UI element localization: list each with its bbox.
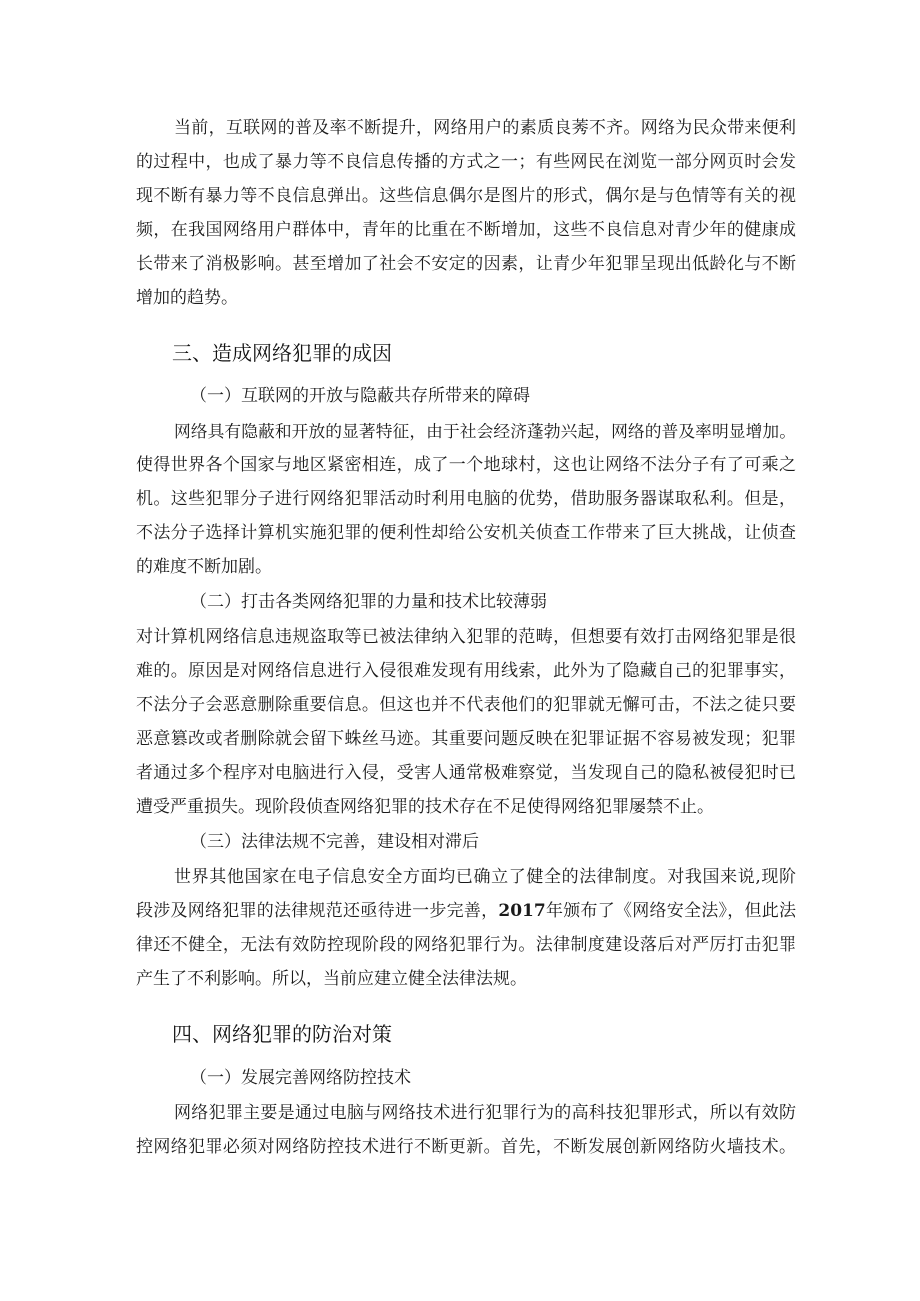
paragraph-text: 段涉及网络犯罪的法律规范还亟待进一步完善， xyxy=(136,901,499,921)
paragraph-line: 的难度不断加剧。 xyxy=(136,557,272,577)
paragraph-line xyxy=(136,901,796,921)
section-heading: 四、网络犯罪的防治对策 xyxy=(172,1022,392,1046)
paragraph-text: 年颁布了《网络安全法》，但此法 xyxy=(545,901,797,921)
paragraph-line: 网络犯罪主要是通过电脑与网络技术进行犯罪行为的高科技犯罪形式，所以有效防 xyxy=(174,1103,796,1123)
paragraph-line: 难的。原因是对网络信息进行入侵很难发现有用线索，此外为了隐藏自己的犯罪事实， xyxy=(136,661,796,681)
paragraph-line: 遭受严重损失。现阶段侦查网络犯罪的技术存在不足使得网络犯罪屡禁不止。 xyxy=(136,797,714,817)
paragraph-line: 恶意篡改或者删除就会留下蛛丝马迹。其重要问题反映在犯罪证据不容易被发现；犯罪 xyxy=(136,729,796,749)
paragraph-line: 控网络犯罪必须对网络防控技术进行不断更新。首先，不断发展创新网络防火墙技术。 xyxy=(136,1137,796,1157)
paragraph-line: 增加的趋势。 xyxy=(136,288,238,308)
paragraph-line: 者通过多个程序对电脑进行入侵，受害人通常极难察觉，当发现自己的隐私被侵犯时已 xyxy=(136,763,796,783)
section-heading: 三、造成网络犯罪的成因 xyxy=(172,341,392,365)
paragraph-line: 使得世界各个国家与地区紧密相连，成了一个地球村，这也让网络不法分子有了可乘之 xyxy=(136,455,796,475)
paragraph-line: 当前，互联网的普及率不断提升，网络用户的素质良莠不齐。网络为民众带来便利 xyxy=(174,118,796,138)
paragraph-line: 不法分子选择计算机实施犯罪的便利性却给公安机关侦查工作带来了巨大挑战，让侦查 xyxy=(136,523,796,543)
paragraph-line: 不法分子会恶意删除重要信息。但这也并不代表他们的犯罪就无懈可击，不法之徒只要 xyxy=(136,695,796,715)
paragraph-line: 机。这些犯罪分子进行网络犯罪活动时利用电脑的优势，借助服务器谋取私利。但是， xyxy=(136,489,796,509)
paragraph-line: 律还不健全，无法有效防控现阶段的网络犯罪行为。法律制度建设落后对严厉打击犯罪 xyxy=(136,935,796,955)
paragraph-line: 现不断有暴力等不良信息弹出。这些信息偶尔是图片的形式，偶尔是与色情等有关的视 xyxy=(136,186,796,206)
subsection-heading: （二）打击各类网络犯罪的力量和技术比较薄弱 xyxy=(190,592,547,612)
paragraph-line: 网络具有隐蔽和开放的显著特征，由于社会经济蓬勃兴起，网络的普及率明显增加。 xyxy=(174,421,796,441)
year-number: 2017 xyxy=(498,901,546,921)
paragraph-line: 的过程中，也成了暴力等不良信息传播的方式之一；有些网民在浏览一部分网页时会发 xyxy=(136,152,796,172)
subsection-heading: （三）法律法规不完善，建设相对滞后 xyxy=(190,832,479,852)
subsection-heading: （一）互联网的开放与隐蔽共存所带来的障碍 xyxy=(190,386,530,406)
paragraph-line: 频，在我国网络用户群体中，青年的比重在不断增加，这些不良信息对青少年的健康成 xyxy=(136,220,796,240)
paragraph-line: 长带来了消极影响。甚至增加了社会不安定的因素，让青少年犯罪呈现出低龄化与不断 xyxy=(136,254,796,274)
paragraph-line: 对计算机网络信息违规盗取等已被法律纳入犯罪的范畴，但想要有效打击网络犯罪是很 xyxy=(136,627,796,647)
paragraph-line: 世界其他国家在电子信息安全方面均已确立了健全的法律制度。对我国来说,现阶 xyxy=(174,867,796,887)
subsection-heading: （一）发展完善网络防控技术 xyxy=(190,1068,411,1088)
paragraph-line: 产生了不利影响。所以，当前应建立健全法律法规。 xyxy=(136,969,527,989)
